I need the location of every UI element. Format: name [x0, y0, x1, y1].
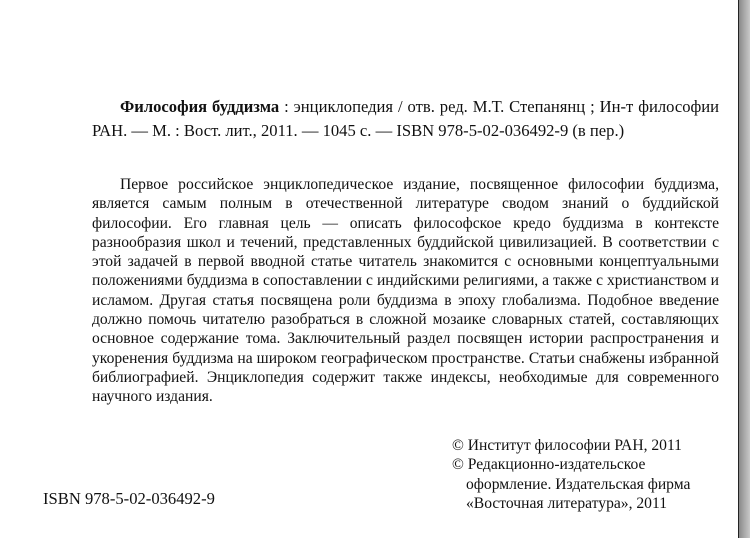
- isbn-label: ISBN 978-5-02-036492-9: [43, 489, 215, 508]
- copyright-block: [452, 436, 734, 513]
- bibliographic-details: : энциклопедия / отв. ред. М.Т. Степанянц ; Ин-т философии РАН. — М. : Вост. лит., 2011. — 1045 с. — ISBN 978-5-02-036492-9 (в пер.): [92, 97, 719, 140]
- copyright-line-2: © Редакционно-издательское: [452, 456, 646, 474]
- copyright-line-4: «Восточная литература», 2011: [466, 494, 667, 512]
- copyright-line-1: © Институт философии РАН, 2011: [452, 437, 682, 454]
- annotation-paragraph: Первое российское энциклопедическое издание, посвященное философии буддизма, является самым полным в отечественной литературе сводом знаний о буддийской философии. Его главная цель — описать философское кредо буддизма в контексте разнообразия школ и течений, представленных буддийской цивилизацией. В соответствии с этой задачей в первой вводной статье читатель знакомится с основными концептуальными положениями буддизма в сопоставлении с индийскими религиями, а также с христианством и исламом. Другая статья посвящена роли буддизма в эпоху глобализма. Подобное введение должно помочь читателю разобраться в сложной мозаике словарных статей, составляющих основное содержание тома. Заключительный раздел посвящен истории распространения и укоренения буддизма на широком географическом пространстве. Статьи снабжены избранной библиографией. Энциклопедия содержит также индексы, необходимые для современного научного издания.: [92, 176, 719, 406]
- copyright-line-3: оформление. Издательская фирма: [466, 475, 691, 493]
- book-title: Философия буддизма: [120, 97, 280, 116]
- viewer-background-strip: [739, 0, 750, 538]
- bibliographic-record: [92, 95, 719, 143]
